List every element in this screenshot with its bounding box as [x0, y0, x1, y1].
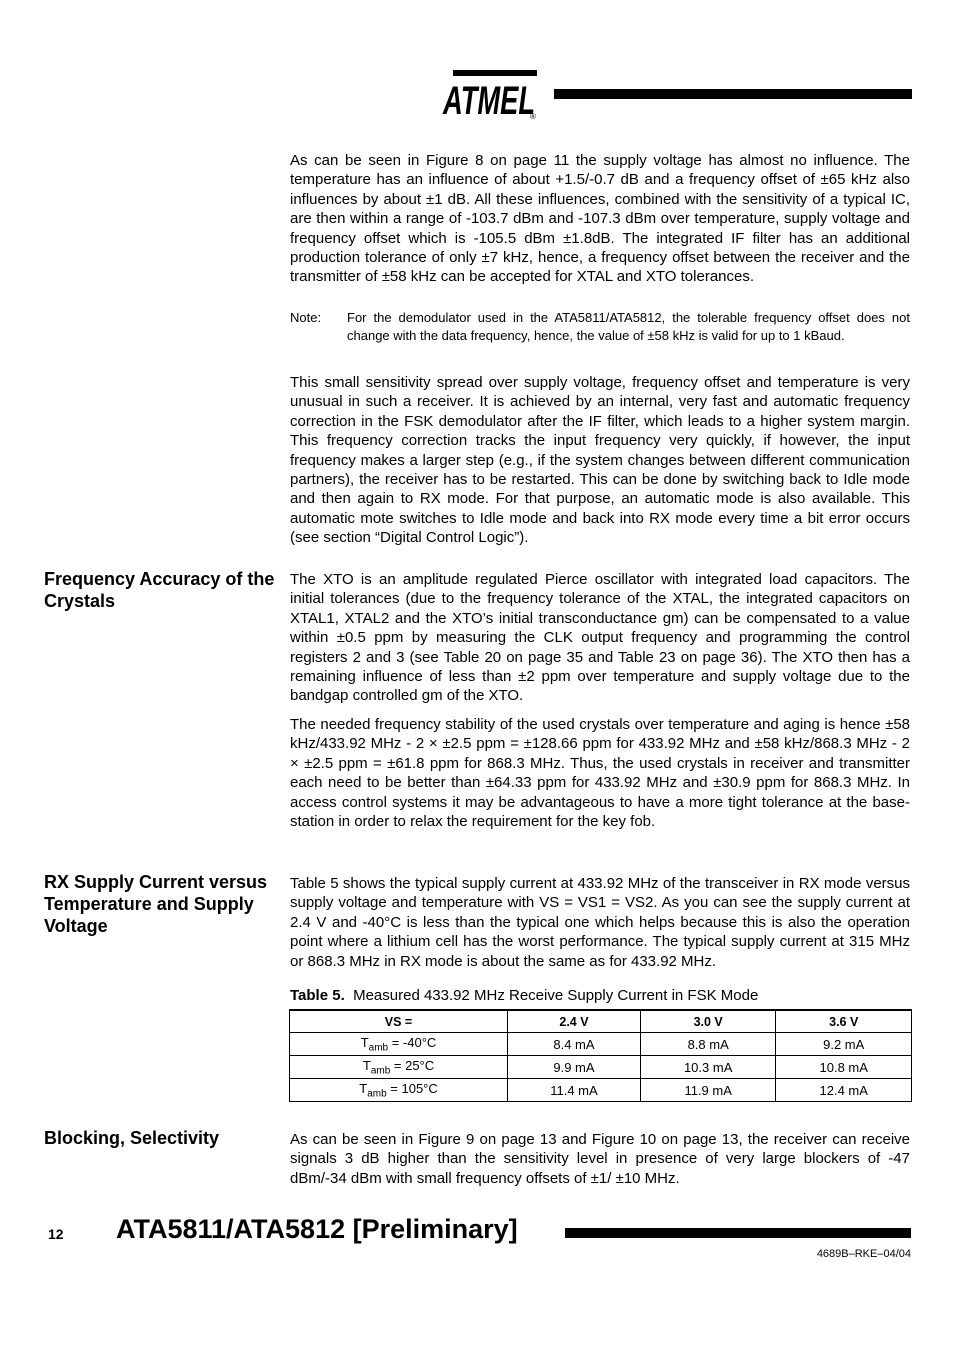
table-cell: 8.4 mA — [508, 1033, 641, 1056]
table-cell-temp: $T_{amb} = -40^\circ C$ — [290, 1033, 508, 1056]
table-header-cell: VS = — [290, 1010, 508, 1033]
table-row — [290, 1033, 912, 1056]
header-rule — [554, 89, 912, 99]
document-title: ATA5811/ATA5812 [Preliminary] — [116, 1214, 518, 1244]
atmel-logo-mark: ® — [530, 112, 536, 120]
table-header-cell: 3.6 V — [776, 1010, 912, 1033]
table-cell: 9.9 mA — [508, 1056, 641, 1079]
intro-paragraph-1: As can be seen in Figure 8 on page 11 the supply voltage has almost no influence. The temperature has an influence of about +1.5/-0.7 dB and a frequency offset of ±65 kHz also influences by about ±1 dB. All these influences, combined with the sensitivity of a typical IC, are then within a range of -103.7 dBm and -107.3 dBm over temperature, supply voltage and frequency offset which is -105.5 dBm ±1.8dB. The integrated IF filter has an additional production tolerance of only ±7 kHz, hence, a frequency offset between the receiver and the transmitter of ±58 kHz can be accepted for XTAL and XTO tolerances. — [290, 152, 910, 286]
table-cell: 11.4 mA — [508, 1079, 641, 1102]
heading-frequency-accuracy: Frequency Accuracy of the Crystals — [44, 569, 275, 611]
atmel-logo — [439, 68, 541, 120]
table-cell: 9.2 mA — [776, 1033, 912, 1056]
table-cell-temp: $T_{amb} = 105^\circ C$ — [290, 1079, 508, 1102]
table-header-cell: 3.0 V — [640, 1010, 776, 1033]
note-label: Note: — [290, 310, 322, 325]
table-cell: 11.9 mA — [640, 1079, 776, 1102]
table-header-row — [290, 1010, 912, 1033]
rx-paragraph-1: Table 5 shows the typical supply current at 433.92 MHz of the transceiver in RX mode versus supply voltage and temperature with VS = VS1 = VS2. As you can see the supply current at 2.4 V and -40°C is less than the typical one which helps because this is also the operation point where a lithium cell has the worst performance. The typical supply current at 315 MHz or 868.3 MHz in RX mode is about the same as for 433.92 MHz. — [290, 875, 910, 970]
heading-blocking-selectivity: Blocking, Selectivity — [44, 1128, 220, 1148]
table-row — [290, 1079, 912, 1102]
atmel-logo-text: ATMEL — [442, 79, 535, 120]
table-5-caption — [290, 987, 758, 1005]
footer-rule — [565, 1228, 911, 1238]
note — [290, 309, 910, 345]
frequency-paragraph-1: The XTO is an amplitude regulated Pierce oscillator with integrated load capacitors. The initial tolerances (due to the frequency tolerance of the XTAL, the integrated capacitors on XTAL1, XTAL2 and the XTO’s initial transconductance gm) can be compensated to a value within ±0.5 ppm by measuring the CLK output frequency and programming the control registers 2 and 3 (see Table 20 on page 35 and Table 23 on page 36). The XTO then has a remaining influence of less than ±2 ppm over temperature and supply voltage due to the bandgap controlled gm of the XTO. — [290, 571, 910, 705]
page-number: 12 — [48, 1226, 64, 1242]
blocking-paragraph-1: As can be seen in Figure 9 on page 13 and Figure 10 on page 13, the receiver can receive signals 3 dB higher than the sensitivity level in presence of very large blockers of -47 dBm/-34 dBm with small frequency offsets of ±1/ ±10 MHz. — [290, 1131, 910, 1187]
table-cell-temp: $T_{amb} = 25^\circ C$ — [290, 1056, 508, 1079]
table-cell: 12.4 mA — [776, 1079, 912, 1102]
table-row — [290, 1056, 912, 1079]
document-number: 4689B–RKE–04/04 — [816, 1248, 911, 1260]
frequency-paragraph-2: The needed frequency stability of the used crystals over temperature and aging is hence ±58 kHz/433.92 MHz - 2 × ±2.5 ppm = ±128.66 ppm for 433.92 MHz and ±58 kHz/868.3 MHz - 2 × ±2.5 ppm = ±61.8 ppm for 868.3 MHz. Thus, the used crystals in receiver and transmitter each need to be better than ±64.33 ppm for 433.92 MHz and ±30.9 ppm for 868.3 MHz. In access control systems it may be advantageous to have a more tight tolerance at the base-station in order to relax the requirement for the key fob. — [290, 716, 910, 831]
table-cell: 8.8 mA — [640, 1033, 776, 1056]
table-5-caption-text: Measured 433.92 MHz Receive Supply Current in FSK Mode — [353, 987, 759, 1004]
table-header-cell: 2.4 V — [508, 1010, 641, 1033]
table-cell: 10.8 mA — [776, 1056, 912, 1079]
intro-paragraph-2: This small sensitivity spread over supply voltage, frequency offset and temperature is very unusual in such a receiver. It is achieved by an internal, very fast and automatic frequency correction in the FSK demodulator after the IF filter, which leads to a higher system margin. This frequency correction tracks the input frequency very quickly, if however, the input frequency makes a larger step (e.g., if the system changes between different communication partners), the receiver has to be restarted. This can be done by switching back to Idle mode and then again to RX mode. For that purpose, an automatic mode is also available. This automatic mote switches to Idle mode and back into RX mode every time a bit error occurs (see section “Digital Control Logic”). — [290, 374, 910, 547]
table-cell: 10.3 mA — [640, 1056, 776, 1079]
table-5 — [289, 1009, 912, 1102]
note-text: For the demodulator used in the ATA5811/ATA5812, the tolerable frequency offset does not change with the data frequency, hence, the value of ±58 kHz is valid for up to 1 kBaud. — [347, 310, 910, 343]
table-5-label: Table 5. — [290, 987, 345, 1004]
heading-rx-supply-current: RX Supply Current versus Temperature and Supply Voltage — [44, 872, 268, 936]
